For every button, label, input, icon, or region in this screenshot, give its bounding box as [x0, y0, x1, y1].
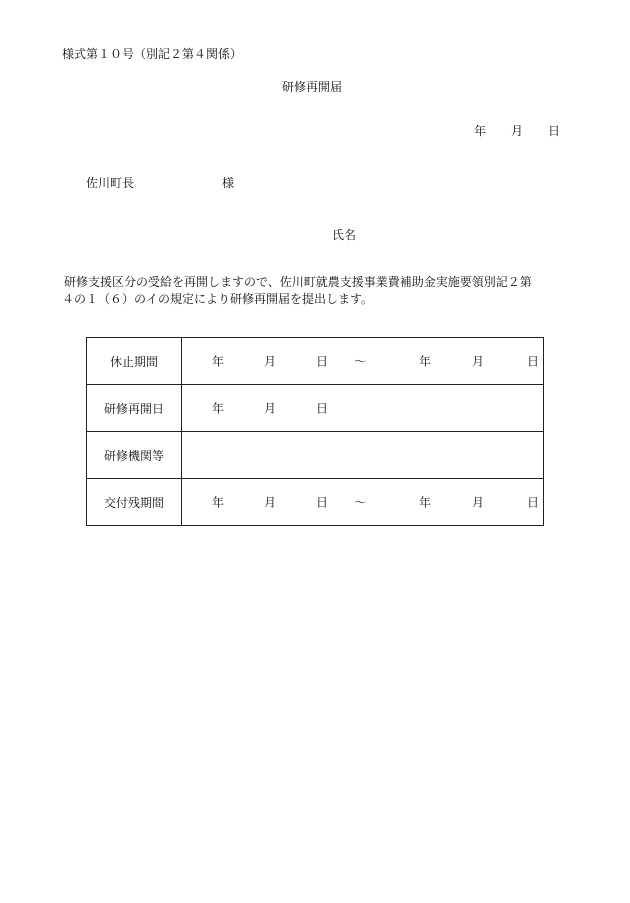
date-month: 月: [511, 124, 524, 138]
date-year: 年: [474, 124, 487, 138]
row-label: 交付残期間: [87, 479, 182, 526]
end-year-unit: 年: [419, 495, 432, 510]
range-separator: ～: [354, 354, 367, 369]
info-table: [86, 337, 544, 526]
remaining-period-field[interactable]: [182, 479, 544, 526]
document-title: 研修再開届: [282, 80, 343, 94]
form-number: 様式第１０号（別記２第４関係）: [62, 47, 243, 61]
row-label: 研修機関等: [87, 432, 182, 479]
addressee-honorific: 様: [222, 176, 235, 190]
addressee-name: 佐川町長: [86, 176, 135, 190]
row-label: 研修再開日: [87, 385, 182, 432]
start-month-unit: 月: [264, 354, 277, 369]
body-text-line-2: ４の１（６）のイの規定により研修再開届を提出します。: [62, 292, 374, 306]
table-row-resume-date: [87, 385, 544, 432]
row-label: 休止期間: [87, 338, 182, 385]
start-year-unit: 年: [212, 495, 225, 510]
training-institution-field[interactable]: [182, 432, 544, 479]
start-day-unit: 日: [316, 495, 329, 510]
end-month-unit: 月: [472, 354, 485, 369]
end-month-unit: 月: [472, 495, 485, 510]
range-separator: ～: [354, 495, 367, 510]
start-year-unit: 年: [212, 354, 225, 369]
suspension-period-field[interactable]: [182, 338, 544, 385]
end-year-unit: 年: [419, 354, 432, 369]
start-day-unit: 日: [316, 354, 329, 369]
start-month-unit: 月: [264, 495, 277, 510]
applicant-name-label: 氏名: [332, 228, 357, 242]
table-row-suspension-period: [87, 338, 544, 385]
end-day-unit: 日: [527, 354, 540, 369]
year-unit: 年: [212, 401, 225, 416]
day-unit: 日: [316, 401, 329, 416]
table-row-training-institution: [87, 432, 544, 479]
table-row-remaining-period: [87, 479, 544, 526]
end-day-unit: 日: [527, 495, 540, 510]
date-day: 日: [548, 124, 561, 138]
body-text-line-1: 研修支援区分の受給を再開しますので、佐川町就農支援事業費補助金実施要領別記２第: [64, 275, 532, 289]
resume-date-field[interactable]: [182, 385, 544, 432]
month-unit: 月: [264, 401, 277, 416]
